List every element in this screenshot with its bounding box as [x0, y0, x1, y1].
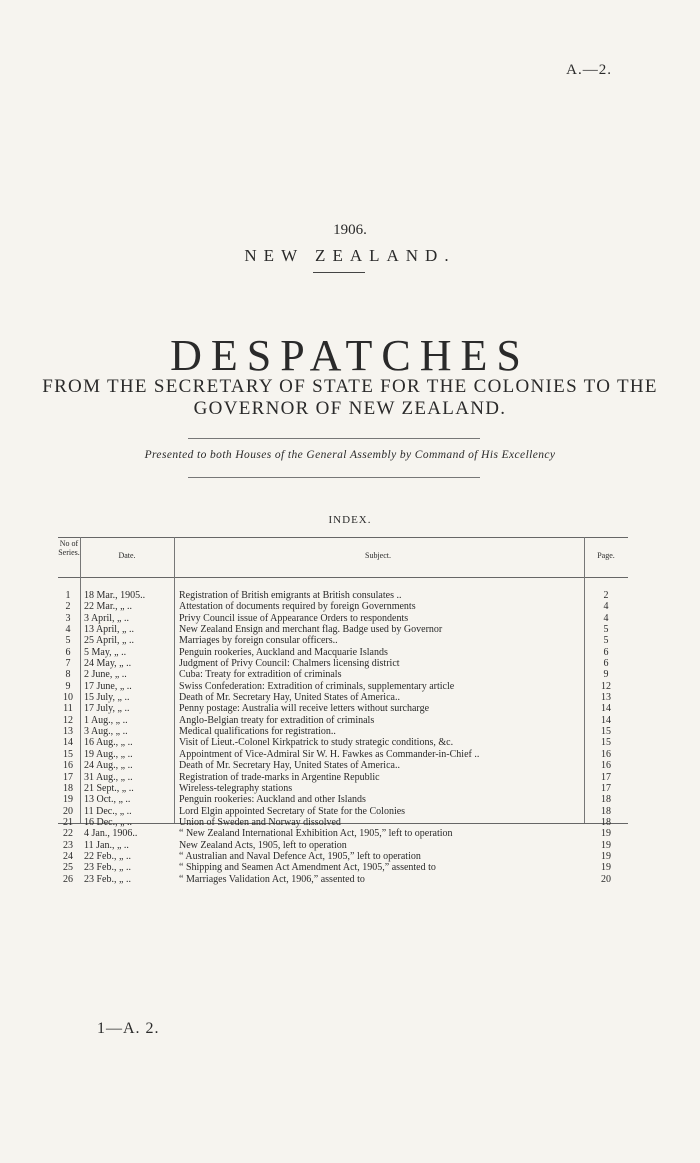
row-page: 14 [601, 714, 611, 726]
row-page: 6 [603, 646, 609, 658]
row-subject: Appointment of Vice-Admiral Sir W. H. Fawkes as Commander-in-Chief .. [179, 748, 480, 760]
row-date: 3 April, „ .. [84, 612, 129, 624]
header-subject: Subject. [365, 551, 391, 560]
series-no: 5 [65, 635, 71, 647]
row-page: 15 [601, 726, 611, 738]
document-reference: A.—2. [566, 62, 612, 78]
row-page: 5 [603, 624, 609, 636]
row-page: 4 [603, 612, 609, 624]
row-date: 22 Mar., „ .. [84, 601, 133, 613]
row-page: 2 [603, 590, 609, 601]
table-row [58, 772, 628, 783]
table-row [58, 817, 628, 828]
row-subject: Death of Mr. Secretary Hay, United States of America.. [179, 692, 400, 704]
row-subject: Cuba: Treaty for extradition of criminals [179, 669, 342, 681]
table-row [58, 794, 628, 805]
row-subject: Wireless-telegraphy stations [179, 782, 293, 794]
table-row [58, 692, 628, 703]
row-subject: Visit of Lieut.-Colonel Kirkpatrick to study strategic conditions, &c. [179, 737, 454, 749]
row-page: 19 [601, 839, 611, 851]
row-subject: Death of Mr. Secretary Hay, United States of America.. [179, 760, 400, 772]
index-table [58, 537, 628, 885]
row-date: 1 Aug., „ .. [84, 714, 128, 726]
row-page: 6 [603, 658, 609, 670]
row-date: 5 May, „ .. [84, 646, 127, 658]
series-no: 14 [63, 737, 73, 749]
row-subject: Registration of trade-marks in Argentine Republic [179, 771, 380, 783]
row-date: 16 Dec., „ .. [84, 816, 133, 828]
row-subject: Penguin rookeries, Auckland and Macquarie Islands [179, 646, 388, 658]
row-date: 13 Oct., „ .. [84, 794, 131, 806]
table-row [58, 760, 628, 771]
series-no: 21 [63, 816, 73, 828]
series-no: 15 [63, 748, 73, 760]
table-row [58, 635, 628, 646]
row-subject: Penny postage: Australia will receive letters without surcharge [179, 703, 430, 715]
row-date: 22 Feb., „ .. [84, 850, 131, 862]
page-title: DESPATCHES [170, 331, 530, 380]
table-row [58, 726, 628, 737]
row-date: 2 June, „ .. [84, 669, 127, 681]
presented-note: Presented to both Houses of the General Assembly by Command of His Excellency [144, 449, 556, 461]
row-subject: Attestation of documents required by foreign Governments [179, 601, 416, 613]
row-page: 15 [601, 737, 611, 749]
table-row [58, 783, 628, 794]
row-subject: Marriages by foreign consular officers.. [179, 635, 338, 647]
series-no: 12 [63, 714, 73, 726]
row-page: 18 [601, 805, 611, 817]
row-date: 3 Aug., „ .. [84, 726, 128, 738]
row-page: 4 [603, 601, 609, 613]
series-no: 13 [63, 726, 73, 738]
row-date: 11 Jan., „ .. [84, 839, 129, 851]
table-row [58, 851, 628, 862]
row-subject: Judgment of Privy Council: Chalmers licensing district [179, 658, 400, 670]
header-series-no: No of Series. [58, 539, 80, 557]
series-no: 18 [63, 782, 73, 794]
row-page: 17 [601, 771, 611, 783]
table-body [58, 590, 628, 885]
row-page: 19 [601, 850, 611, 862]
row-page: 13 [601, 692, 611, 704]
row-subject: Union of Sweden and Norway dissolved [179, 816, 341, 828]
series-no: 6 [65, 646, 71, 658]
series-no: 8 [65, 669, 71, 681]
row-subject: New Zealand Acts, 1905, left to operation [179, 839, 347, 851]
divider [188, 438, 480, 439]
table-rule [58, 537, 628, 538]
divider [188, 477, 480, 478]
series-no: 22 [63, 828, 73, 840]
row-page: 18 [601, 794, 611, 806]
series-no: 11 [63, 703, 73, 715]
row-subject: Swiss Confederation: Extradition of criminals, supplementary article [179, 680, 455, 692]
series-no: 25 [63, 862, 73, 874]
row-page: 20 [601, 873, 611, 885]
row-page: 16 [601, 760, 611, 772]
row-page: 5 [603, 635, 609, 647]
series-no: 24 [63, 850, 73, 862]
table-row [58, 828, 628, 839]
row-subject: Lord Elgin appointed Secretary of State for the Colonies [179, 805, 406, 817]
row-date: 23 Feb., „ .. [84, 873, 131, 885]
header-date: Date. [118, 551, 136, 560]
row-date: 16 Aug., „ .. [84, 737, 133, 749]
series-no: 3 [65, 612, 71, 624]
row-subject: Registration of British emigrants at British consulates .. [179, 590, 402, 601]
row-date: 24 Aug., „ .. [84, 760, 133, 772]
table-row [58, 590, 628, 601]
row-page: 19 [601, 862, 611, 874]
row-date: 17 July, „ .. [84, 703, 130, 715]
row-date: 11 Dec., „ .. [84, 805, 132, 817]
table-row [58, 647, 628, 658]
table-row [58, 749, 628, 760]
row-subject: Privy Council issue of Appearance Orders to respondents [179, 612, 409, 624]
table-row [58, 703, 628, 714]
table-row [58, 658, 628, 669]
series-no: 7 [65, 658, 71, 670]
table-row [58, 840, 628, 851]
series-no: 23 [63, 839, 73, 851]
table-row [58, 874, 628, 885]
series-no: 17 [63, 771, 73, 783]
table-row [58, 681, 628, 692]
divider [313, 272, 365, 273]
series-no: 20 [63, 805, 73, 817]
row-date: 21 Sept., „ .. [84, 782, 134, 794]
series-no: 4 [65, 624, 71, 636]
row-subject: “ Marriages Validation Act, 1906,” assented to [179, 873, 365, 885]
table-row [58, 669, 628, 680]
table-row [58, 601, 628, 612]
row-date: 19 Aug., „ .. [84, 748, 133, 760]
row-date: 15 July, „ .. [84, 692, 130, 704]
country-heading: NEW ZEALAND. [244, 246, 456, 265]
row-date: 18 Mar., 1905.. [84, 590, 146, 601]
row-page: 16 [601, 748, 611, 760]
series-no: 19 [63, 794, 73, 806]
row-page: 9 [603, 669, 609, 681]
row-subject: “ New Zealand International Exhibition Act, 1905,” left to operation [179, 828, 453, 840]
header-page: Page. [597, 551, 615, 560]
row-date: 17 June, „ .. [84, 680, 132, 692]
row-subject: Penguin rookeries: Auckland and other Islands [179, 794, 366, 806]
row-date: 13 April, „ .. [84, 624, 134, 636]
series-no: 2 [65, 601, 71, 613]
index-heading: INDEX. [328, 514, 372, 526]
row-page: 14 [601, 703, 611, 715]
series-no: 1 [65, 590, 71, 601]
row-subject: New Zealand Ensign and merchant flag. Badge used by Governor [179, 624, 443, 636]
series-no: 16 [63, 760, 73, 772]
row-subject: “ Australian and Naval Defence Act, 1905,” left to operation [179, 850, 421, 862]
table-row [58, 806, 628, 817]
row-date: 25 April, „ .. [84, 635, 134, 647]
table-row [58, 715, 628, 726]
row-subject: Medical qualifications for registration.. [179, 726, 336, 738]
row-page: 17 [601, 782, 611, 794]
series-no: 10 [63, 692, 73, 704]
series-no: 9 [65, 680, 71, 692]
row-date: 23 Feb., „ .. [84, 862, 131, 874]
row-page: 18 [601, 816, 611, 828]
row-page: 12 [601, 680, 611, 692]
row-date: 24 May, „ .. [84, 658, 132, 670]
table-row [58, 737, 628, 748]
table-row [58, 624, 628, 635]
table-row [58, 862, 628, 873]
series-no: 26 [63, 873, 73, 885]
table-rule [58, 577, 628, 578]
row-date: 31 Aug., „ .. [84, 771, 133, 783]
subtitle-line-2: GOVERNOR OF NEW ZEALAND. [193, 398, 507, 419]
row-page: 19 [601, 828, 611, 840]
year-heading: 1906. [333, 222, 367, 238]
subtitle-line-1: FROM THE SECRETARY OF STATE FOR THE COLONIES TO THE [42, 376, 658, 397]
row-subject: Anglo-Belgian treaty for extradition of criminals [179, 714, 375, 726]
page-footer: 1—A. 2. [97, 1020, 160, 1037]
row-date: 4 Jan., 1906.. [84, 828, 138, 840]
table-row [58, 613, 628, 624]
row-subject: “ Shipping and Seamen Act Amendment Act, 1905,” assented to [179, 862, 436, 874]
